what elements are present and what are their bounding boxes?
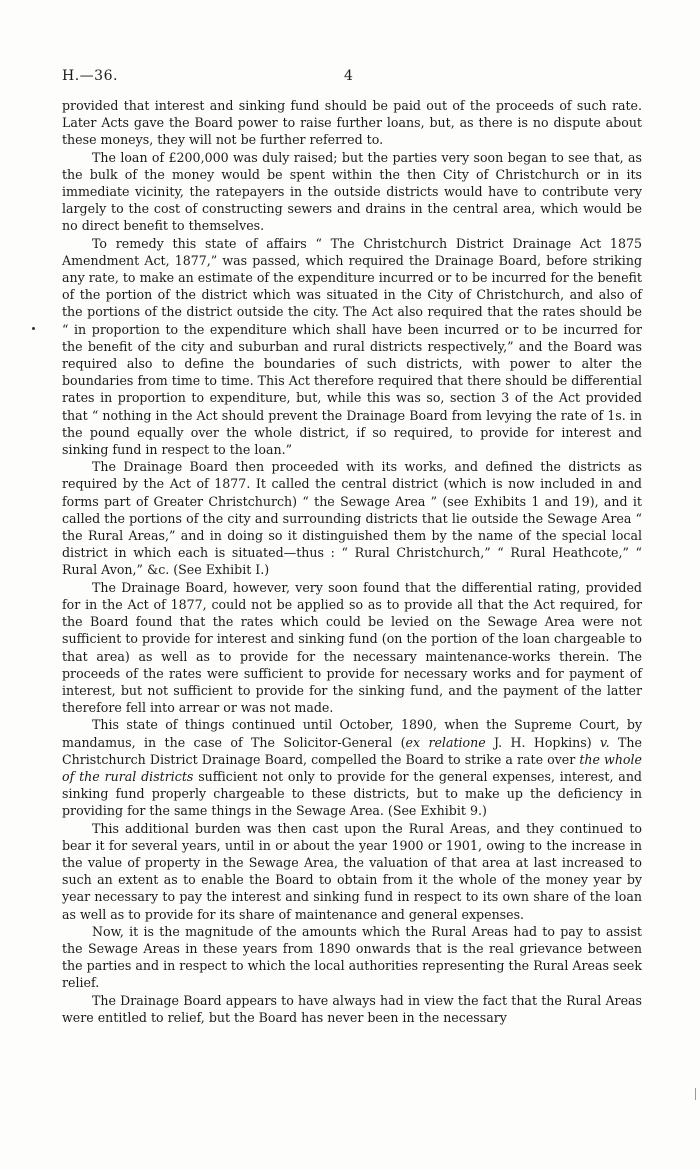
paragraph-6-italic-rural-districts: the whole of the rural districts [62, 751, 642, 784]
paragraph-2: The loan of £200,000 was duly raised; but the parties very soon began to see that, as the bulk of the money would be spent within the then City of Christchurch or in its immediate vicinity, the ratepayers in the outside districts would have to contribute very largely to the cost of constructing sewers and drains in the central area, which would be no direct benefit to themselves. [62, 149, 642, 234]
paragraph-5: The Drainage Board, however, very soon found that the differential rating, provided for in the Act of 1877, could not be applied so as to provide all that the Act required, for the Board found that the rates which could be levied on the Sewage Area were not sufficient to provide for interest and sinking fund (on the portion of the loan chargeable to that area) as well as to provide for the necessary maintenance-works therein. The proceeds of the rates were sufficient to provide for necessary works and for payment of interest, but not sufficient to provide for the sinking fund, and the payment of the latter therefore fell into arrear or was not made. [62, 579, 642, 716]
edge-mark [695, 1088, 696, 1100]
paragraph-6-text-a: This state of things continued until October, 1890, when the Supreme Court, by mandamus, in the case of The Solicitor-General ( [62, 717, 642, 750]
paragraph-4: The Drainage Board then proceeded with its works, and defined the districts as required by the Act of 1877. It called the central district (which is now included in and forms part of Greater Christchurch) “ the Sewage Area ” (see Exhibits 1 and 19), and it called the portions of the city and surrounding districts that lie outside the Sewage Area “ the Rural Areas,” and in doing so it distinguished them by the name of the special local district in which each is situated—thus : “ Rural Christchurch,” “ Rural Heathcote,” “ Rural Avon,” &c. (See Exhibit I.) [62, 459, 642, 578]
paragraph-1: provided that interest and sinking fund should be paid out of the proceeds of such rate. Later Acts gave the Board power to raise further loans, but, as there is no dispute about these moneys, they will not be further referred to. [62, 98, 642, 148]
margin-speck [32, 327, 35, 330]
paragraph-6-text-d: sufficient not only to provide for the general expenses, interest, and sinking fund properly chargeable to these districts, but to make up the deficiency in providing for the same things in the Sewage Area. (See Exhibit 9.) [62, 768, 642, 819]
paragraph-7: This additional burden was then cast upon the Rural Areas, and they continued to bear it for several years, until in or about the year 1900 or 1901, owing to the increase in the value of property in the Sewage Area, the valuation of that area at last increased to such an extent as to enable the Board to obtain from it the whole of the money year by year necessary to pay the interest and sinking fund in respect to its own share of the loan as well as to provide for its share of maintenance and general expenses. [62, 820, 642, 922]
page-number: 4 [344, 68, 353, 84]
paragraph-6-text-b: J. H. Hopkins) [485, 734, 601, 750]
paragraph-6-italic-versus: v. [600, 734, 610, 750]
paragraph-8: Now, it is the magnitude of the amounts which the Rural Areas had to pay to assist the Sewage Areas in these years from 1890 onwards that is the real grievance between the parties and in respect to which the local authorities representing the Rural Areas seek relief. [62, 923, 642, 991]
paragraph-9: The Drainage Board appears to have always had in view the fact that the Rural Areas were entitled to relief, but the Board has never been in the necessary [62, 992, 642, 1025]
paragraph-3: To remedy this state of affairs “ The Christchurch District Drainage Act 1875 Amendment Act, 1877,” was passed, which required the Drainage Board, before striking any rate, to make an estimate of the expenditure incurred or to be incurred for the benefit of the portion of the district which was situated in the City of Christchurch, and also of the portions of the district outside the city. The Act also required that the rates should be “ in proportion to the expenditure which shall have been incurred or to be incurred for the benefit of the city and suburban and rural districts respectively,” and the Board was required also to define the boundaries of such districts, with power to alter the boundaries from time to time. This Act therefore required that there should be differential rates in proportion to expenditure, but, while this was so, section 3 of the Act provided that “ nothing in the Act should prevent the Drainage Board from levying the rate of 1s. in the pound equally over the whole district, if so required, to provide for interest and sinking fund in respect to the loan.” [62, 235, 642, 458]
page-header [62, 68, 642, 88]
paragraph-6-text-c: The Christchurch District Drainage Board, compelled the Board to strike a rate over [62, 734, 642, 767]
document-reference: H.—36. [62, 68, 118, 84]
paragraph-6 [62, 716, 642, 819]
paragraph-6-italic-ex-relatione: ex relatione [405, 734, 486, 750]
body-text [62, 97, 642, 1026]
